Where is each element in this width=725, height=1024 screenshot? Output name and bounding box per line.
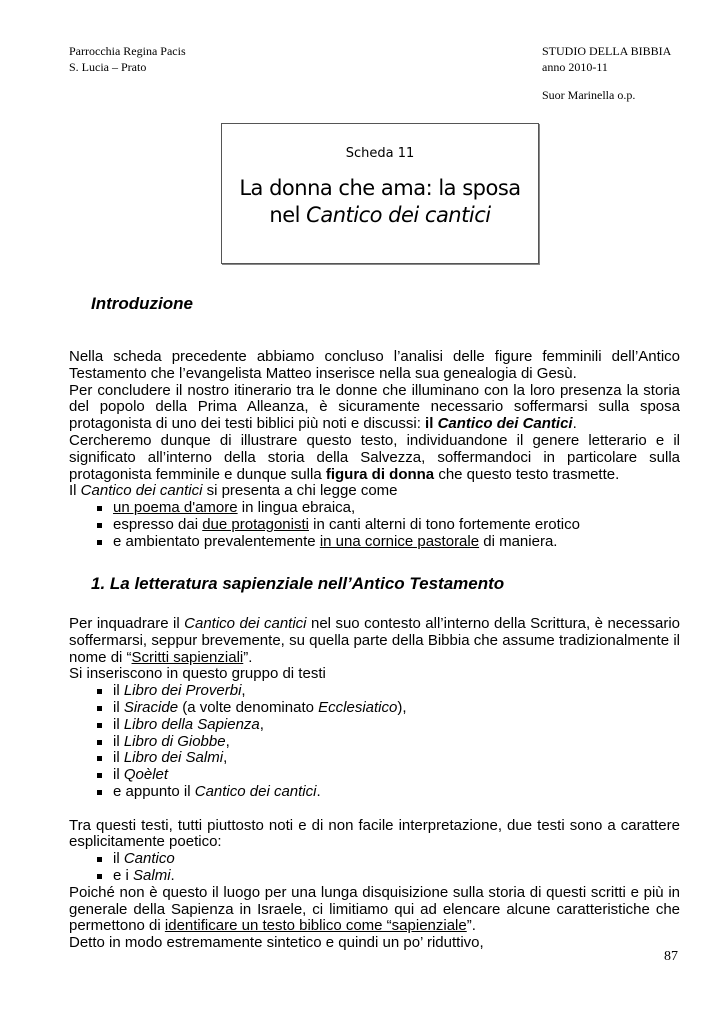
text: di maniera. xyxy=(479,532,558,550)
text: . xyxy=(316,782,321,800)
paragraph xyxy=(69,483,680,500)
list-item xyxy=(69,534,680,551)
page-number: 87 xyxy=(664,949,678,964)
paragraph xyxy=(69,935,680,952)
emphasis-text: Cantico dei Cantici xyxy=(437,415,573,433)
paragraph xyxy=(69,349,680,383)
text: Tra questi testi, tutti piuttosto noti e di non facile interpretazione, due testi sono a carattere esplicitamente poetico: xyxy=(69,816,680,851)
course-name: STUDIO DELLA BIBBIA xyxy=(542,44,672,58)
text: il xyxy=(113,682,124,700)
list-item xyxy=(69,851,680,868)
emphasis-text: Ecclesiatico xyxy=(318,698,398,716)
text: in lingua ebraica, xyxy=(237,499,356,517)
text: il xyxy=(113,698,124,716)
emphasis-text: Qoèlet xyxy=(123,766,169,784)
text: , xyxy=(259,715,264,733)
text: che questo testo trasmette. xyxy=(434,465,620,483)
text: (a volte denominato xyxy=(178,698,319,716)
emphasis-text: figura di donna xyxy=(325,465,435,483)
header-course xyxy=(542,43,671,75)
text: e appunto il xyxy=(113,782,195,800)
list-item xyxy=(69,717,680,734)
emphasis-text: Libro dei Salmi xyxy=(123,749,224,767)
text: Per concludere il nostro itinerario tra le donne che illuminano con la loro presenza la storia del popolo della Prima Alleanza, è sicuramente necessario soffermarsi sulla sposa protagonista di uno dei testi biblici più noti e discussi: xyxy=(69,381,680,433)
text: . xyxy=(170,866,175,884)
text: , xyxy=(223,749,228,767)
text: ), xyxy=(397,698,407,716)
list-item xyxy=(69,750,680,767)
title-box xyxy=(221,123,539,264)
emphasis-text: il xyxy=(425,415,438,433)
text: Poiché non è questo il luogo per una lunga disquisizione sulla storia di questi scritti e più in generale della Sapienza in Israele, ci limitiamo qui ad elencare alcune caratteristiche che permettono di xyxy=(69,883,680,935)
emphasis-text: Cantico xyxy=(123,850,175,868)
scheda-number: Scheda 11 xyxy=(345,146,415,161)
paragraph xyxy=(69,383,680,433)
list-item xyxy=(69,517,680,534)
title-italic: Cantico dei cantici xyxy=(306,203,491,227)
list-item xyxy=(69,784,680,801)
underlined-text: Scritti sapienziali xyxy=(131,648,244,666)
text: Il xyxy=(69,482,81,500)
underlined-text: due protagonisti xyxy=(202,515,309,533)
underlined-text: identificare un testo biblico come “sapienziale xyxy=(164,917,467,935)
paragraph xyxy=(69,433,680,483)
heading-section-1: 1. La letteratura sapienziale nell’Antico Testamento xyxy=(91,574,505,593)
emphasis-text: Cantico dei cantici xyxy=(80,482,203,500)
title-prefix: nel xyxy=(269,203,307,227)
text: il xyxy=(113,732,124,750)
text: . xyxy=(572,415,577,433)
text: in canti alterni di tono fortemente erotico xyxy=(308,515,580,533)
emphasis-text: Siracide xyxy=(123,698,179,716)
paragraph xyxy=(69,885,680,935)
underlined-text: un poema d'amore xyxy=(113,499,238,517)
emphasis-text: Libro di Giobbe xyxy=(123,732,226,750)
emphasis-text: Cantico dei cantici xyxy=(184,615,307,632)
list-item xyxy=(69,500,680,517)
heading-introduzione: Introduzione xyxy=(91,294,193,313)
emphasis-text: Cantico dei cantici xyxy=(194,782,317,800)
text: Per inquadrare il xyxy=(69,615,185,632)
emphasis-text: Salmi xyxy=(133,866,171,884)
text: espresso dai xyxy=(113,515,203,533)
intro-body xyxy=(69,349,680,551)
text: , xyxy=(241,682,246,700)
text: Cercheremo dunque di illustrare questo testo, individuandone il genere letterario e il significato all’interno della storia della Salvezza, soffermandoci in particolare sulla protagonista femminile e dunque sulla xyxy=(69,431,680,483)
text: e ambientato prevalentemente xyxy=(113,532,320,550)
title-line-1: La donna che ama: la sposa xyxy=(239,176,521,200)
paragraph xyxy=(69,666,680,683)
spacer xyxy=(69,801,680,818)
text: e i xyxy=(113,866,134,884)
text: Nella scheda precedente abbiamo concluso l’analisi delle figure femminili dell’Antico Testamento che l’evangelista Matteo inserisce nella sua genealogia di Gesù. xyxy=(69,348,680,382)
parish-name: Parrocchia Regina Pacis xyxy=(69,44,186,58)
page-title xyxy=(222,175,538,229)
text: , xyxy=(225,732,230,750)
emphasis-text: Libro della Sapienza xyxy=(123,715,260,733)
course-year: anno 2010-11 xyxy=(542,60,608,74)
header-parish xyxy=(69,43,186,75)
text: nel suo contesto all’interno della Scrittura, è necessario soffermarsi, seppur brevemente, su quella parte della Bibbia che assume tradizionalmente il nome di “ xyxy=(69,615,680,666)
list-item xyxy=(69,767,680,784)
text: ”. xyxy=(466,917,476,935)
text: il xyxy=(113,850,124,868)
emphasis-text: Libro dei Proverbi xyxy=(123,682,242,700)
section-1-body xyxy=(69,616,680,952)
text: il xyxy=(113,715,124,733)
paragraph xyxy=(69,818,680,852)
title-line-2 xyxy=(222,202,538,229)
author: Suor Marinella o.p. xyxy=(542,88,636,102)
parish-location: S. Lucia – Prato xyxy=(69,60,147,74)
paragraph xyxy=(69,616,680,666)
list-item xyxy=(69,683,680,700)
text: il xyxy=(113,749,124,767)
text: Detto in modo estremamente sintetico e quindi un po’ riduttivo, xyxy=(69,934,484,952)
text: il xyxy=(113,766,124,784)
list-item xyxy=(69,734,680,751)
text: ”. xyxy=(243,648,253,666)
text: Si inseriscono in questo gruppo di testi xyxy=(69,665,326,683)
list-item xyxy=(69,700,680,717)
text: si presenta a chi legge come xyxy=(202,482,398,500)
list-item xyxy=(69,868,680,885)
underlined-text: in una cornice pastorale xyxy=(319,532,480,550)
